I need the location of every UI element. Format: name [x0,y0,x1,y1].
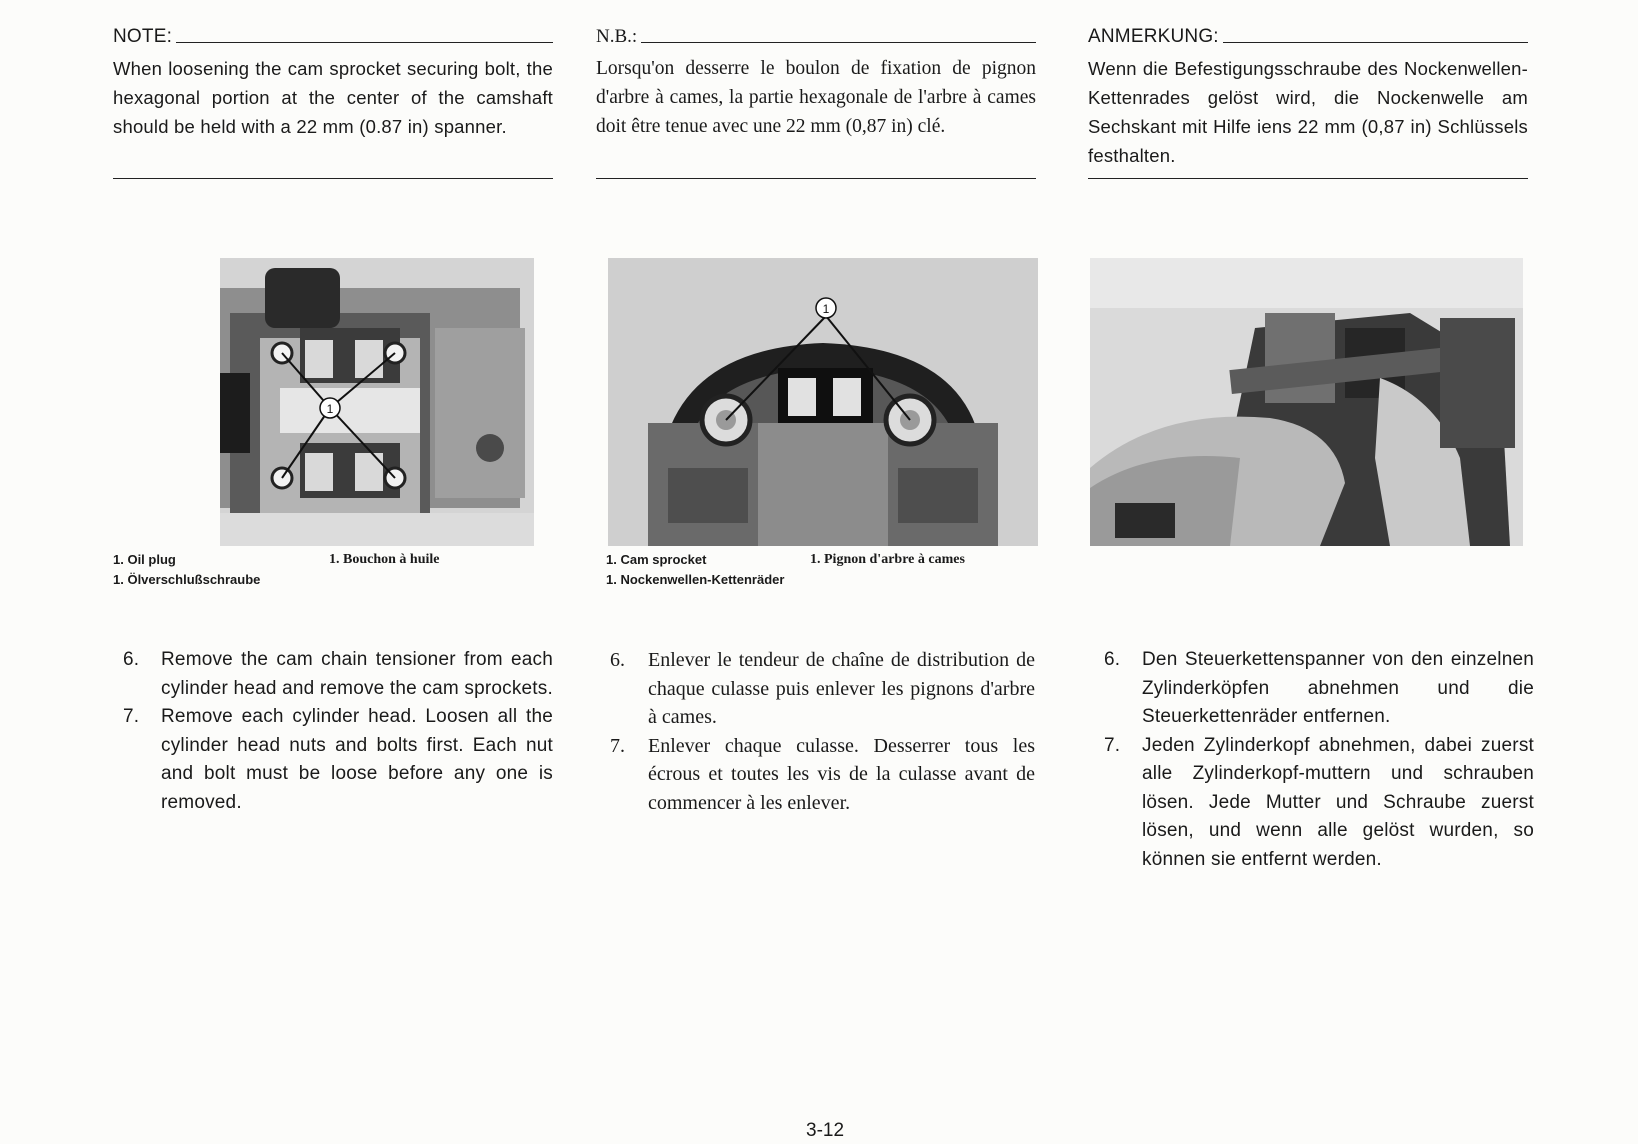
list-item [1104,646,1534,732]
caption-de: 1. Ölverschlußschraube [113,572,261,587]
caption-fr: 1. Bouchon à huile [329,552,440,567]
note-title: ANMERKUNG: [1088,26,1219,47]
caption-row [606,570,1046,590]
caption-row [113,550,553,570]
callout-number: 1 [822,302,830,316]
caption-de: 1. Nockenwellen-Kettenräder [606,572,785,587]
list-item [123,646,553,703]
note-body: Wenn die Befestigungsschraube des Nockenwellen-Kettenrades gelöst wird, die Nockenwelle am Sechskant mit Hilfe iens 22 mm (0,87 in) Schlüssels festhalten. [1088,58,1528,166]
caption-photo-1 [113,550,553,590]
note-heading [1088,26,1528,48]
photo-oil-plug [220,258,534,546]
note-divider [596,178,1036,179]
step-text: Enlever le tendeur de chaîne de distribution de chaque culasse puis enlever les pignons d'arbre à cames. [648,649,1035,728]
list-item [610,646,1035,732]
note-body: Lorsqu'on desserre le boulon de fixation de pignon d'arbre à cames, la partie hexagonale de l'arbre à cames doit être tenue avec une 22 mm (0,87 in) clé. [596,58,1036,137]
steps-english [123,646,553,817]
step-text: Jeden Zylinderkopf abnehmen, dabei zuerst alle Zylinderkopf-muttern und schrauben lösen. Jede Mutter und Schraube zuerst lösen, und wenn alle gelöst wurden, so können sie entfernt werden. [1142,734,1534,870]
callout-number: 1 [326,402,334,416]
step-text: Den Steuerkettenspanner von den einzelnen Zylinderköpfen abnehmen und die Steuerkettenräder entfernen. [1142,649,1534,727]
note-divider [1088,178,1528,179]
note-title: NOTE: [113,26,173,47]
caption-en: 1. Oil plug [113,552,176,567]
note-body: When loosening the cam sprocket securing bolt, the hexagonal portion at the center of the camshaft should be held with a 22 mm (0.87 in) spanner. [113,58,553,137]
steps-french [610,646,1035,817]
photo-loosening-bolt [1090,258,1523,546]
list-item [610,732,1035,818]
list-item [123,703,553,817]
step-number: 7. [610,734,625,757]
step-number: 7. [1104,734,1121,756]
step-text: Enlever chaque culasse. Desserrer tous les écrous et toutes les vis de la culasse avant de commencer à les enlever. [648,734,1035,814]
note-rule [1223,42,1528,43]
step-text: Remove the cam chain tensioner from each cylinder head and remove the cam sprockets. [161,649,553,699]
photo-cam-sprocket [608,258,1038,546]
caption-row [113,570,553,590]
step-number: 6. [1104,649,1121,670]
note-heading [596,26,1036,48]
list-item [1104,732,1534,875]
note-divider [113,178,553,179]
note-heading [113,26,553,48]
step-number: 6. [123,649,140,670]
steps-german [1104,646,1534,874]
step-number: 6. [610,649,625,671]
step-number: 7. [123,706,140,727]
caption-fr: 1. Pignon d'arbre à cames [810,552,965,567]
cam-sprocket-illustration [608,258,1038,546]
caption-photo-2 [606,550,1046,590]
hands-spanner-illustration [1090,258,1523,546]
note-rule [641,42,1036,43]
note-rule [176,42,553,43]
step-text: Remove each cylinder head. Loosen all the cylinder head nuts and bolts first. Each nut and bolt must be loose before any one is removed. [161,706,553,813]
caption-en: 1. Cam sprocket [606,552,707,567]
note-title: N.B.: [596,26,638,47]
page-number: 3-12 [806,1120,845,1141]
engine-top-view-illustration [220,258,534,546]
caption-row [606,550,1046,570]
